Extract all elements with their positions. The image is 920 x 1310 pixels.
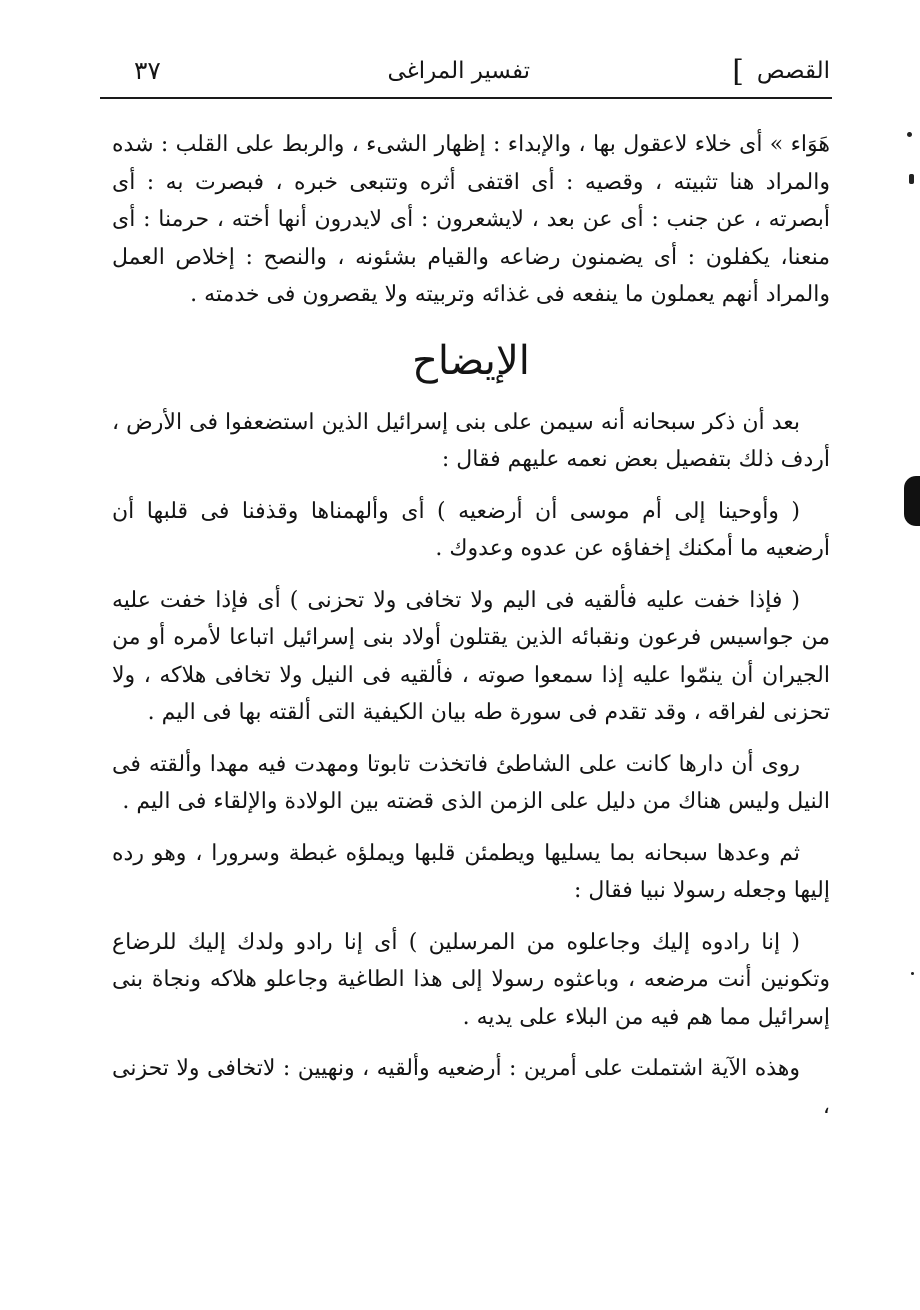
book-title: تفسير المراغى [387,58,530,84]
page-number: ٣٧ [134,56,161,85]
surah-name: القصص [756,58,830,84]
text-line: إليها وجعله رسولا نبيا فقال : [574,878,830,903]
running-header [100,50,830,94]
text-line: ثم وعدها سبحانه بما يسليها ويطمئن قلبها ويملؤه غبطة وسرورا ، وهو رده [112,840,800,866]
header-bracket: ] [732,54,744,89]
text-line: أردف ذلك بتفصيل بعض نعمه عليهم فقال : [441,447,830,472]
scan-margin-blot [904,476,920,526]
text-line: أنهم يعملون ما ينفعه فى غذائه وتربيته ولا يقصرون فى خدمته . [190,282,759,307]
text-line: هَوَاء » أى خلاء لاعقول بها ، والإبداء : إظهار الشىء ، والربط على القلب : شده [112,132,830,157]
text-line: والمراد هنا تثبيته ، وقصيه : أى اقتفى أثره وتتبعى خبره ، فبصرت به : أى أبصرته ، [112,169,830,232]
text-line: فى النيل وليس هناك من دليل على الزمن الذى قضته بين الولادة والإلقاء فى اليم . [112,751,830,814]
page-body [112,126,830,1125]
paragraph [112,746,830,821]
vocab-paragraph [112,126,830,314]
scan-speck [909,174,914,184]
text-line: بعد أن ذكر سبحانه أنه سيمن على بنى إسرائيل الذين استضعفوا فى الأرض ، [112,409,800,435]
paragraph [112,924,830,1037]
text-line: يكفلون : أى يضمنون رضاعه والقيام بشئونه ، والنصح : إخلاص العمل والمراد [112,244,830,307]
text-line: عن جنب : أى عن بعد ، لايشعرون : أى لايدرون أنها أخته ، حرمنا : أى منعنا، [112,207,830,270]
text-line: وتكونين أنت مرضعه ، وباعثوه رسولا إلى هذا الطاغية وجاعلو هلاكه ونجاة بنى [112,967,830,992]
section-title: الإيضاح [412,337,530,384]
paragraph [112,404,830,479]
text-line: روى أن دارها كانت على الشاطئ فاتخذت تابوتا ومهدت فيه مهدا وألقته [148,751,800,777]
text-line: وقد تقدم فى سورة طه بيان الكيفية التى ألقته بها فى اليم . [147,700,687,725]
text-line: ما أمكنك إخفاؤه عن عدوه وعدوك . [435,536,759,561]
text-line: ( إنا رادوه إليك وجاعلوه من المرسلين ) أى إنا رادو ولدك إليك للرضاع [112,929,800,955]
scan-speck [911,972,914,975]
paragraph [112,493,830,568]
paragraph [112,582,830,732]
text-line: وهذه الآية اشتملت على أمرين : أرضعيه وألقيه ، ونهيين : لاتخافى ولا تحزنى ، [112,1056,830,1119]
paragraph [112,835,830,910]
text-line: جواسيس فرعون ونقبائه الذين يقتلون أولاد بنى إسرائيل اتباعا لأمره أو من الجيران [112,625,830,688]
text-line: ( فإذا خفت عليه فألقيه فى اليم ولا تخافى ولا تحزنى ) أى فإذا خفت عليه من [112,587,831,650]
scan-speck [907,132,912,137]
text-line: أن ينمّوا عليه إذا سمعوا صوته ، فألقيه فى النيل ولا تخافى هلاكه ، ولا تحزنى لفراقه ، [112,662,830,725]
header-rule [100,97,832,99]
paragraph [112,1050,830,1125]
text-line: ( وأوحينا إلى أم موسى أن أرضعيه ) أى وألهمناها وقذفنا فى قلبها أن أرضعيه [112,498,830,561]
text-line: إسرائيل مما هم فيه من البلاء على يديه . [462,1004,830,1030]
